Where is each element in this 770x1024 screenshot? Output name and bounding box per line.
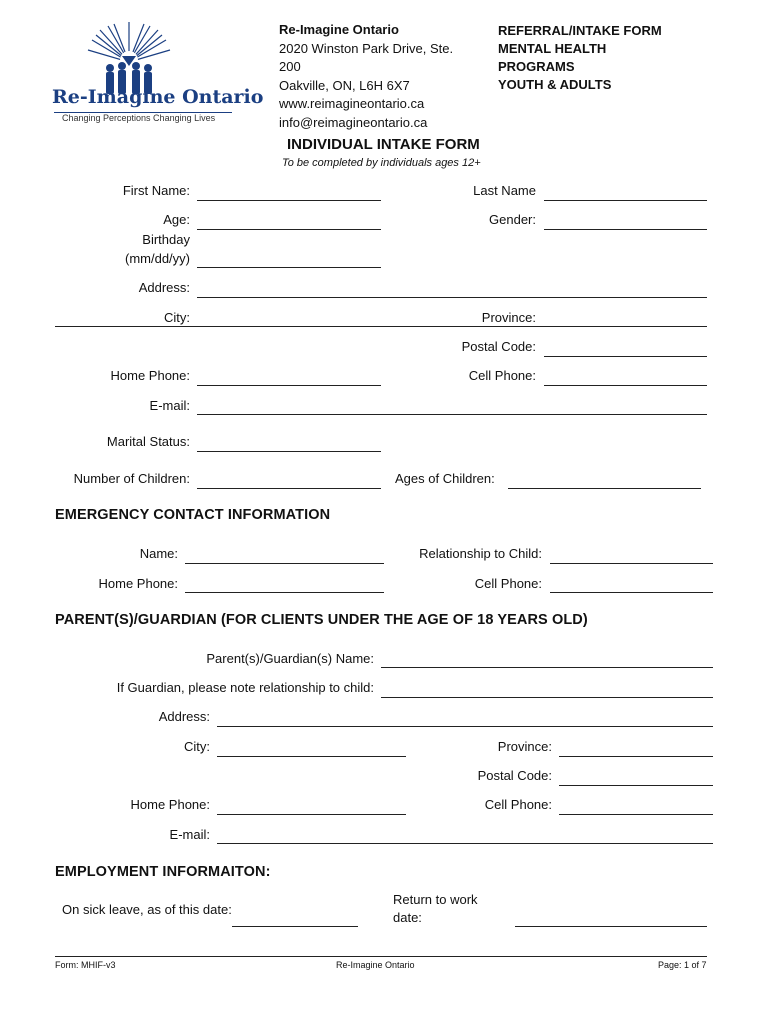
return-to-work-date-field[interactable] (515, 926, 707, 927)
guardian-home-phone-label: Home Phone: (130, 797, 210, 812)
footer-rule (55, 956, 707, 957)
emergency-relationship-field[interactable] (550, 563, 713, 564)
guardian-postal-code-label: Postal Code: (477, 768, 552, 783)
cell-phone-field[interactable] (544, 385, 707, 386)
number-of-children-label: Number of Children: (73, 471, 190, 486)
emergency-cell-phone-label: Cell Phone: (474, 576, 542, 591)
age-label: Age: (163, 212, 190, 227)
guardian-cell-phone-field[interactable] (559, 814, 713, 815)
email-label: E-mail: (149, 398, 190, 413)
org-name: Re-Imagine Ontario (279, 22, 399, 37)
org-address-line1: 2020 Winston Park Drive, Ste. (279, 40, 454, 56)
logo-wordmark: Re-Imagine Ontario (52, 86, 264, 108)
form-info-line1: REFERRAL/INTAKE FORM (498, 23, 662, 38)
address-field[interactable] (197, 297, 707, 298)
sick-leave-date-field[interactable] (232, 926, 358, 927)
guardian-home-phone-field[interactable] (217, 814, 406, 815)
home-phone-field[interactable] (197, 385, 381, 386)
org-website: www.reimagineontario.ca (279, 96, 425, 111)
footer-form-id: Form: MHIF-v3 (55, 960, 116, 970)
marital-status-label: Marital Status: (106, 434, 190, 449)
gender-label: Gender: (489, 212, 536, 227)
guardian-cell-phone-label: Cell Phone: (484, 797, 552, 812)
province-label: Province: (481, 310, 536, 325)
org-address-block (279, 21, 489, 132)
form-info-block (498, 22, 698, 94)
guardian-relationship-label: If Guardian, please note relationship to child: (116, 680, 374, 695)
guardian-heading: PARENT(S)/GUARDIAN (FOR CLIENTS UNDER THE AGE OF 18 YEARS OLD) (55, 612, 588, 628)
guardian-province-field[interactable] (559, 756, 713, 757)
guardian-address-field[interactable] (217, 726, 713, 727)
cell-phone-label: Cell Phone: (468, 368, 536, 383)
home-phone-label: Home Phone: (110, 368, 190, 383)
number-of-children-field[interactable] (197, 488, 381, 489)
guardian-relationship-field[interactable] (381, 697, 713, 698)
emergency-name-label: Name: (139, 546, 178, 561)
birthday-field[interactable] (197, 267, 381, 268)
address-label: Address: (138, 280, 190, 295)
form-title: INDIVIDUAL INTAKE FORM (287, 136, 480, 153)
org-address-line2: 200 (279, 59, 301, 74)
logo (52, 20, 264, 130)
footer-page-number: Page: 1 of 7 (658, 960, 707, 970)
guardian-city-field[interactable] (217, 756, 406, 757)
first-name-field[interactable] (197, 200, 381, 201)
guardian-city-label: City: (184, 739, 210, 754)
city-label: City: (164, 310, 190, 325)
guardian-province-label: Province: (497, 739, 552, 754)
org-city-line: Oakville, ON, L6H 6X7 (279, 77, 410, 93)
postal-code-field[interactable] (544, 356, 707, 357)
form-info-line3: PROGRAMS (498, 59, 575, 74)
emergency-cell-phone-field[interactable] (550, 592, 713, 593)
last-name-label: Last Name (473, 183, 536, 198)
birthday-format-label: (mm/dd/yy) (125, 251, 190, 266)
emergency-home-phone-field[interactable] (185, 592, 384, 593)
email-field[interactable] (197, 414, 707, 415)
guardian-address-label: Address: (158, 709, 210, 724)
guardian-name-field[interactable] (381, 667, 713, 668)
logo-tagline: Changing Perceptions Changing Lives (62, 113, 216, 123)
guardian-email-field[interactable] (217, 843, 713, 844)
sick-leave-label: On sick leave, as of this date: (62, 902, 232, 917)
guardian-postal-code-field[interactable] (559, 785, 713, 786)
emergency-heading: EMERGENCY CONTACT INFORMATION (55, 507, 331, 523)
guardian-name-label: Parent(s)/Guardian(s) Name: (206, 651, 374, 666)
postal-code-label: Postal Code: (461, 339, 536, 354)
city-field[interactable] (55, 326, 707, 327)
footer-org: Re-Imagine Ontario (336, 960, 415, 970)
gender-field[interactable] (544, 229, 707, 230)
emergency-name-field[interactable] (185, 563, 384, 564)
emergency-home-phone-label: Home Phone: (98, 576, 178, 591)
birthday-label: Birthday (142, 232, 190, 247)
age-field[interactable] (197, 229, 381, 230)
guardian-email-label: E-mail: (169, 827, 210, 842)
form-subtitle: To be completed by individuals ages 12+ (282, 157, 481, 169)
ages-of-children-label: Ages of Children: (395, 471, 495, 486)
return-to-work-date-label: date: (393, 910, 422, 925)
return-to-work-label: Return to work (393, 892, 478, 907)
form-info-line2: MENTAL HEALTH (498, 41, 607, 56)
form-info-line4: YOUTH & ADULTS (498, 77, 612, 92)
first-name-label: First Name: (122, 183, 190, 198)
emergency-relationship-label: Relationship to Child: (419, 546, 542, 561)
employment-heading: EMPLOYMENT INFORMAITON: (55, 864, 271, 880)
last-name-field[interactable] (544, 200, 707, 201)
ages-of-children-field[interactable] (508, 488, 701, 489)
org-email: info@reimagineontario.ca (279, 114, 428, 130)
marital-status-field[interactable] (197, 451, 381, 452)
